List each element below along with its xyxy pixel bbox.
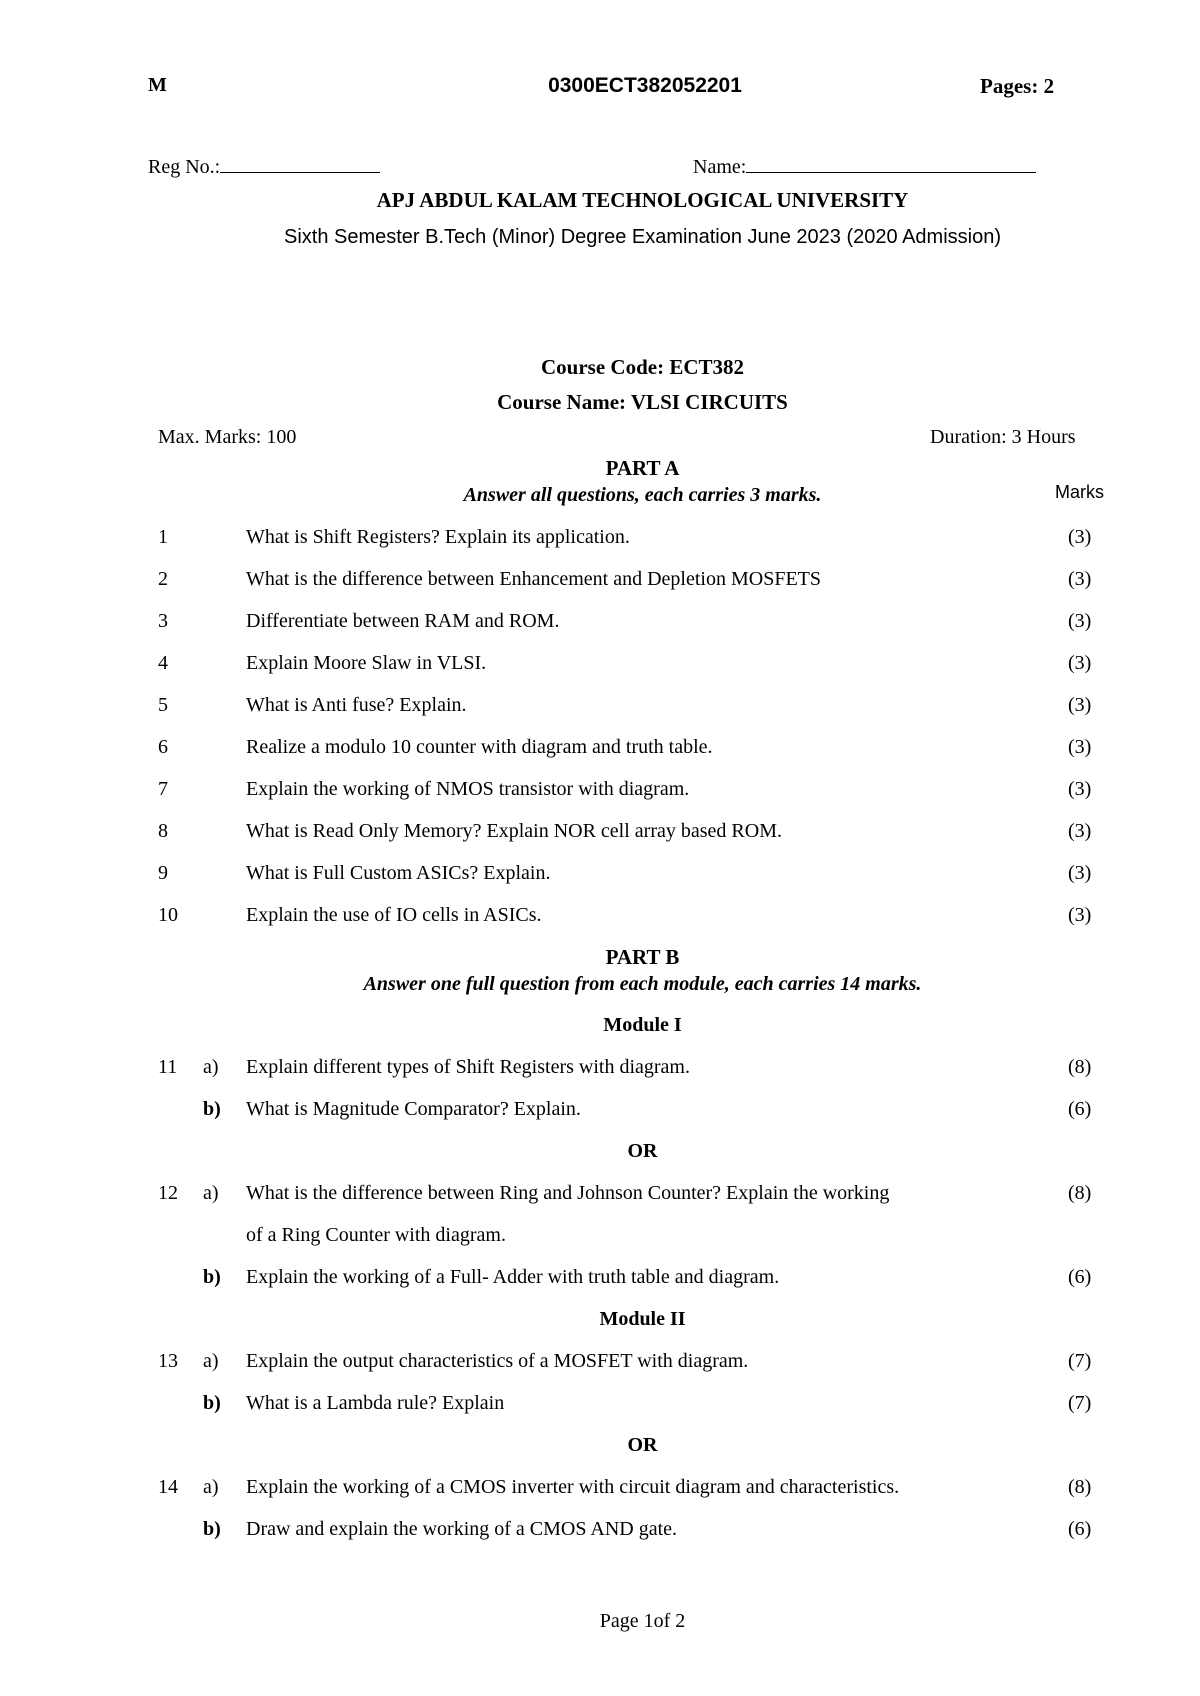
sub-question-label: b)	[203, 1266, 221, 1288]
question-text: Draw and explain the working of a CMOS AND gate.	[246, 1518, 678, 1540]
question-text: Realize a modulo 10 counter with diagram and truth table.	[246, 736, 713, 758]
set-code: M	[148, 74, 167, 96]
reg-no-label: Reg No.:	[148, 156, 221, 178]
question-number: 4	[158, 652, 168, 674]
question-marks: (3)	[1068, 778, 1092, 800]
question-text: What is the difference between Ring and Johnson Counter? Explain the working	[246, 1182, 890, 1204]
question-marks: (7)	[1068, 1392, 1092, 1414]
max-marks: Max. Marks: 100	[158, 426, 297, 448]
question-number: 14	[158, 1476, 178, 1498]
question-number: 5	[158, 694, 168, 716]
question-text: Explain the working of a Full- Adder with truth table and diagram.	[246, 1266, 780, 1288]
question-number: 8	[158, 820, 168, 842]
university-title: APJ ABDUL KALAM TECHNOLOGICAL UNIVERSITY	[376, 188, 909, 212]
part-a-instruction: Answer all questions, each carries 3 marks.	[463, 484, 822, 506]
sub-question-label: a)	[203, 1182, 219, 1204]
name-field	[693, 154, 1036, 179]
question-number: 1	[158, 526, 168, 548]
question-text: Differentiate between RAM and ROM.	[246, 610, 560, 632]
question-text: Explain the use of IO cells in ASICs.	[246, 904, 542, 926]
sub-question-label: b)	[203, 1098, 221, 1120]
question-text-continued: of a Ring Counter with diagram.	[246, 1224, 506, 1246]
question-text: What is Anti fuse? Explain.	[246, 694, 467, 716]
question-number: 13	[158, 1350, 178, 1372]
duration: Duration: 3 Hours	[930, 426, 1076, 448]
part-b-instruction: Answer one full question from each module, each carries 14 marks.	[363, 973, 922, 995]
question-text: What is the difference between Enhancement and Depletion MOSFETS	[246, 568, 822, 590]
question-text: What is a Lambda rule? Explain	[246, 1392, 505, 1414]
question-text: What is Read Only Memory? Explain NOR cell array based ROM.	[246, 820, 782, 842]
question-text: Explain the working of NMOS transistor with diagram.	[246, 778, 690, 800]
question-text: What is Full Custom ASICs? Explain.	[246, 862, 551, 884]
question-text: Explain the working of a CMOS inverter with circuit diagram and characteristics.	[246, 1476, 900, 1498]
part-b-title: PART B	[605, 945, 680, 969]
question-marks: (3)	[1068, 736, 1092, 758]
question-marks: (6)	[1068, 1098, 1092, 1120]
reg-no-field	[148, 154, 380, 179]
question-text: Explain the output characteristics of a MOSFET with diagram.	[246, 1350, 749, 1372]
question-marks: (3)	[1068, 652, 1092, 674]
course-name: Course Name: VLSI CIRCUITS	[497, 390, 788, 414]
question-marks: (6)	[1068, 1518, 1092, 1540]
page-footer: Page 1of 2	[599, 1610, 686, 1632]
name-blank	[746, 154, 1036, 173]
paper-code: 0300ECT382052201	[548, 74, 742, 97]
name-label: Name:	[693, 156, 747, 178]
question-marks: (3)	[1068, 610, 1092, 632]
question-text: What is Shift Registers? Explain its application.	[246, 526, 630, 548]
part-a-title: PART A	[605, 456, 680, 480]
sub-question-label: a)	[203, 1056, 219, 1078]
question-number: 7	[158, 778, 168, 800]
question-number: 2	[158, 568, 168, 590]
reg-no-blank	[220, 154, 380, 173]
question-number: 11	[158, 1056, 178, 1078]
question-text: What is Magnitude Comparator? Explain.	[246, 1098, 581, 1120]
question-marks: (8)	[1068, 1056, 1092, 1078]
question-number: 6	[158, 736, 168, 758]
or-separator: OR	[627, 1434, 658, 1456]
question-marks: (7)	[1068, 1350, 1092, 1372]
question-number: 10	[158, 904, 178, 926]
module-1-heading: Module I	[603, 1014, 682, 1036]
question-text: Explain Moore Slaw in VLSI.	[246, 652, 487, 674]
question-marks: (8)	[1068, 1182, 1092, 1204]
sub-question-label: a)	[203, 1350, 219, 1372]
exam-title: Sixth Semester B.Tech (Minor) Degree Examination June 2023 (2020 Admission)	[283, 226, 1001, 248]
sub-question-label: b)	[203, 1518, 221, 1540]
question-marks: (3)	[1068, 526, 1092, 548]
marks-column-header: Marks	[1055, 482, 1104, 502]
question-number: 9	[158, 862, 168, 884]
question-marks: (8)	[1068, 1476, 1092, 1498]
course-code: Course Code: ECT382	[541, 355, 744, 379]
sub-question-label: a)	[203, 1476, 219, 1498]
or-separator: OR	[627, 1140, 658, 1162]
question-text: Explain different types of Shift Registers with diagram.	[246, 1056, 690, 1078]
question-marks: (3)	[1068, 904, 1092, 926]
question-number: 12	[158, 1182, 178, 1204]
sub-question-label: b)	[203, 1392, 221, 1414]
page-count: Pages: 2	[980, 74, 1055, 98]
question-marks: (3)	[1068, 862, 1092, 884]
question-number: 3	[158, 610, 168, 632]
question-marks: (3)	[1068, 568, 1092, 590]
question-marks: (3)	[1068, 820, 1092, 842]
module-2-heading: Module II	[599, 1308, 686, 1330]
question-marks: (3)	[1068, 694, 1092, 716]
question-marks: (6)	[1068, 1266, 1092, 1288]
